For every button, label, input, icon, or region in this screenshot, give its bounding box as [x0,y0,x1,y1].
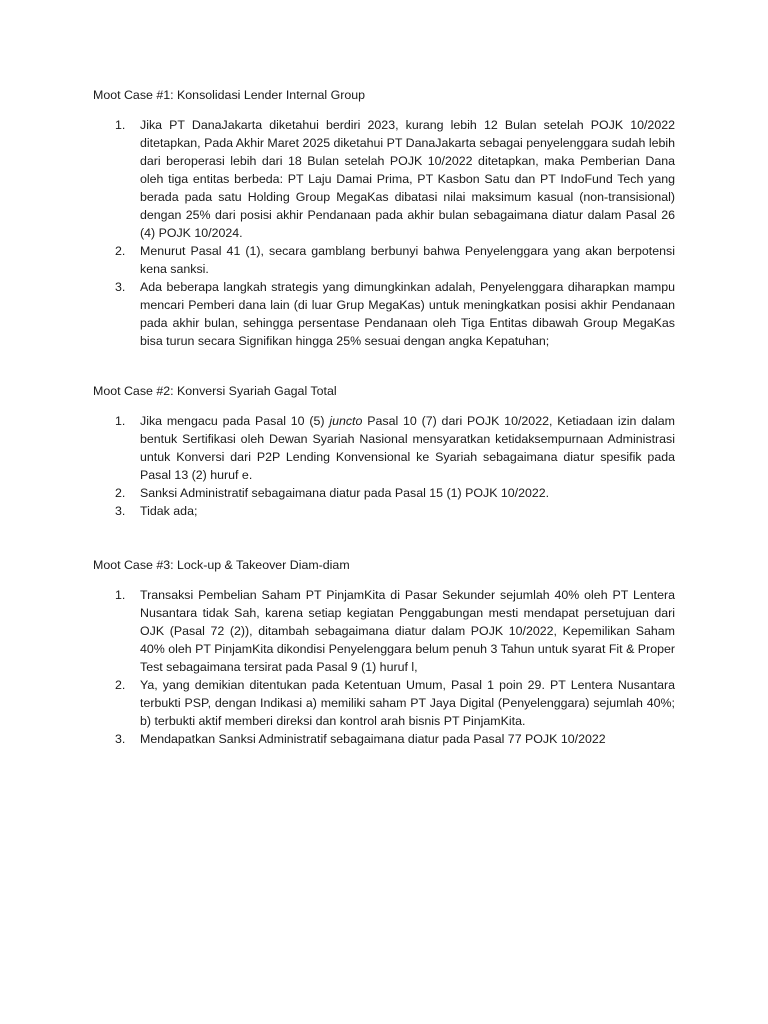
item-text-italic: juncto [329,414,363,428]
item-text: Jika PT DanaJakarta diketahui berdiri 2023, kurang lebih 12 Bulan setelah POJK 10/2022 ditetapkan, Pada Akhir Maret 2025 diketahui PT DanaJakarta sebagai penyelenggara sudah lebih dari beroperasi lebih dari 18 Bulan setelah POJK 10/2022 ditetapkan, maka Pemberian Dana oleh tiga entitas berbeda: PT Laju Damai Prima, PT Kasbon Satu dan PT IndoFund Tech yang berada pada satu Holding Group MegaKas dibatasi nilai maksimum kasual (non-transisional) dengan 25% dari posisi akhir Pendanaan pada akhir bulan sebagaimana diatur dalam Pasal 26 (4) POJK 10/2024. [140,118,675,240]
item-text: Menurut Pasal 41 (1), secara gamblang berbunyi bahwa Penyelenggara yang akan berpotensi kena sanksi. [140,244,675,276]
list-item [93,412,675,484]
item-text: Ya, yang demikian ditentukan pada Ketentuan Umum, Pasal 1 poin 29. PT Lentera Nusantara terbukti PSP, dengan Indikasi a) memiliki saham PT Jaya Digital (Penyelenggara) sejumlah 40%; b) terbukti aktif memberi direksi dan kontrol arah bisnis PT PinjamKita. [140,678,675,728]
item-text-before: Jika mengacu pada Pasal 10 (5) [140,414,330,428]
case-list [93,412,675,520]
list-item [93,502,675,520]
item-number: 3. [115,504,126,518]
item-number: 1. [115,588,126,602]
item-text: Mendapatkan Sanksi Administratif sebagaimana diatur pada Pasal 77 POJK 10/2022 [140,732,606,746]
item-text: Sanksi Administratif sebagaimana diatur pada Pasal 15 (1) POJK 10/2022. [140,486,550,500]
item-text: Tidak ada; [140,504,198,518]
case-title: Moot Case #1: Konsolidasi Lender Internal Group [93,88,366,102]
list-item [93,116,675,242]
list-item [93,586,675,676]
moot-case-2 [93,382,675,520]
item-number: 2. [115,486,126,500]
list-item [93,242,675,278]
item-text-after: Pasal 10 (7) dari POJK 10/2022, Ketiadaan izin dalam bentuk Sertifikasi oleh Dewan Syariah Nasional mensyaratkan ketidaksempurnaan Administrasi untuk Konversi dari P2P Lending Konvensional ke Syariah sebagaimana diatur spesifik pada Pasal 13 (2) huruf e. [140,414,675,482]
item-number: 3. [115,280,126,294]
item-text: Transaksi Pembelian Saham PT PinjamKita di Pasar Sekunder sejumlah 40% oleh PT Lentera Nusantara tidak Sah, karena setiap kegiatan Penggabungan mesti mendapat persetujuan dari OJK (Pasal 72 (2)), ditambah sebagaimana diatur dalam POJK 10/2022, Kepemilikan Saham 40% oleh PT PinjamKita dikondisi Penyelenggara belum penuh 3 Tahun untuk syarat Fit & Proper Test sebagaimana tersirat pada Pasal 9 (1) huruf l, [140,588,675,674]
list-item [93,676,675,730]
list-item [93,484,675,502]
item-number: 3. [115,732,126,746]
item-number: 1. [115,414,126,428]
item-number: 2. [115,678,126,692]
list-item [93,278,675,350]
item-text: Ada beberapa langkah strategis yang dimungkinkan adalah, Penyelenggara diharapkan mampu mencari Pemberi dana lain (di luar Grup MegaKas) untuk meningkatkan posisi akhir Pendanaan pada akhir bulan, sehingga persentase Pendanaan oleh Tiga Entitas dibawah Group MegaKas bisa turun secara Signifikan hingga 25% sesuai dengan angka Kepatuhan; [140,280,675,348]
item-number: 2. [115,244,126,258]
case-list [93,116,675,350]
case-list [93,586,675,748]
case-title: Moot Case #3: Lock-up & Takeover Diam-diam [93,558,350,572]
item-number: 1. [115,118,126,132]
moot-case-1 [93,86,675,350]
list-item [93,730,675,748]
moot-case-3 [93,556,675,748]
case-title: Moot Case #2: Konversi Syariah Gagal Total [93,384,337,398]
